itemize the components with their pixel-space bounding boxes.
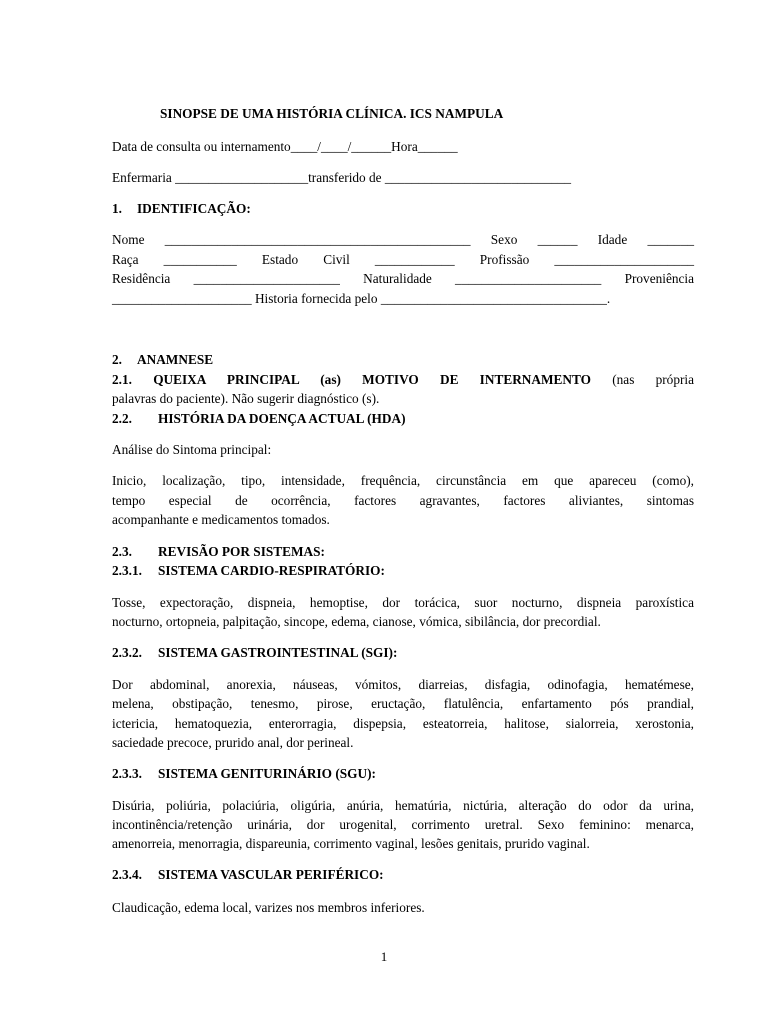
vascular-line: Claudicação, edema local, varizes nos membros inferiores.: [112, 900, 425, 915]
section-title: ANAMNESE: [137, 352, 214, 367]
symptom-line: acompanhante e medicamentos tomados.: [112, 512, 330, 527]
section-geniturinario-heading: [112, 765, 694, 782]
section-title: SISTEMA CARDIO-RESPIRATÓRIO:: [158, 563, 385, 578]
ward-transfer-line: Enfermaria ____________________transferido de ____________________________: [112, 170, 572, 185]
section-title: QUEIXA PRINCIPAL (as) MOTIVO DE INTERNAMENTO: [153, 372, 591, 387]
section-number: 2.3.2.: [112, 645, 142, 660]
section-number: 2.3.3.: [112, 766, 142, 781]
identification-history-source-line: _____________________ Historia fornecida pelo __________________________________.: [112, 291, 611, 306]
section-anamnese-heading: [112, 351, 694, 368]
section-title: SISTEMA VASCULAR PERIFÉRICO:: [158, 867, 384, 882]
section-number: 2.3.1.: [112, 563, 142, 578]
section-gastro-heading: [112, 644, 694, 661]
section-vascular-heading: [112, 866, 694, 883]
cardio-line: nocturno, ortopneia, palpitação, sincope, edema, cianose, vómica, sibilância, dor precordial.: [112, 614, 601, 629]
identification-race-line: Raça ___________ Estado Civil ____________ Profissão _____________________: [112, 252, 694, 267]
queixa-note-line: palavras do paciente). Não sugerir diagnóstico (s).: [112, 391, 380, 406]
gastro-line: melena, obstipação, tenesmo, pirose, eructação, flatulência, enfartamento pós prandial,: [112, 696, 694, 711]
section-title: SISTEMA GASTROINTESTINAL (SGI):: [158, 645, 398, 660]
consultation-date-line: Data de consulta ou internamento____/____/______Hora______: [112, 139, 458, 154]
section-number: 2.3.4.: [112, 867, 142, 882]
section-title: REVISÃO POR SISTEMAS:: [158, 544, 325, 559]
cardio-line: Tosse, expectoração, dispneia, hemoptise, dor torácica, suor nocturno, dispneia paroxística: [112, 595, 694, 610]
document-title: SINOPSE DE UMA HISTÓRIA CLÍNICA. ICS NAMPULA: [160, 106, 504, 121]
symptom-line: Inicio, localização, tipo, intensidade, frequência, circunstância em que apareceu (como),: [112, 473, 694, 488]
section-identificacao-heading: [112, 200, 694, 217]
symptom-analysis-heading: Análise do Sintoma principal:: [112, 442, 272, 457]
geniturinario-line: Disúria, poliúria, polaciúria, oligúria, anúria, hematúria, nictúria, alteração do odor da urina,: [112, 798, 694, 813]
section-title: SISTEMA GENITURINÁRIO (SGU):: [158, 766, 376, 781]
gastro-line: Dor abdominal, anorexia, náuseas, vómitos, diarreias, disfagia, odinofagia, hematémese,: [112, 677, 694, 692]
gastro-line: saciedade precoce, prurido anal, dor perineal.: [112, 735, 354, 750]
section-hda-heading: [112, 410, 694, 427]
symptom-line: tempo especial de ocorrência, factores agravantes, factores aliviantes, sintomas: [112, 493, 694, 508]
geniturinario-line: incontinência/retenção urinária, dor urogenital, corrimento uretral. Sexo feminino: menarca,: [112, 817, 694, 832]
gastro-line: ictericia, hematoquezia, enterorragia, dispepsia, esteatorreia, halitose, sialorreia, xerostonia,: [112, 716, 694, 731]
section-number: 2.3.: [112, 544, 132, 559]
section-title: HISTÓRIA DA DOENÇA ACTUAL (HDA): [158, 411, 406, 426]
geniturinario-line: amenorreia, menorragia, dispareunia, corrimento vaginal, lesões genitais, prurido vaginal.: [112, 836, 590, 851]
section-cardio-heading: [112, 562, 694, 579]
identification-residence-line: Residência ______________________ Naturalidade ______________________ Proveniência: [112, 271, 694, 286]
section-number: 2.: [112, 352, 122, 367]
section-number: 2.2.: [112, 411, 132, 426]
section-note: (nas própria: [612, 372, 695, 387]
section-number: 2.1.: [112, 372, 132, 387]
identification-name-line: Nome ______________________________________________ Sexo ______ Idade _______: [112, 232, 694, 247]
section-title: IDENTIFICAÇÃO:: [137, 201, 251, 216]
page-number: 1: [380, 949, 388, 964]
section-revisao-heading: [112, 543, 694, 560]
section-queixa-heading: [112, 371, 694, 388]
section-number: 1.: [112, 201, 122, 216]
